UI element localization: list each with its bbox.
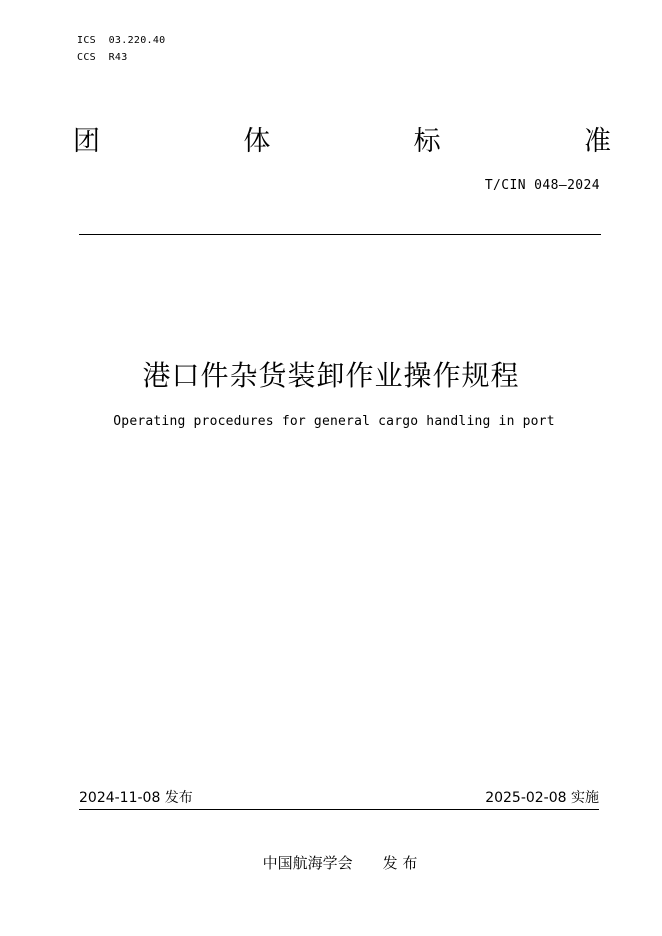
document-title-english: Operating procedures for general cargo handling in port — [113, 414, 555, 429]
classification-codes — [77, 32, 166, 66]
publisher-action: 发 布 — [382, 854, 418, 872]
publisher-name: 中国航海学会 — [262, 854, 353, 872]
date-row — [79, 788, 599, 808]
standard-type-heading — [73, 124, 611, 160]
header-divider — [79, 234, 601, 235]
publish-date: 2024-11-08 发布 — [79, 790, 193, 806]
footer-divider — [79, 809, 599, 810]
ics-code: ICS 03.220.40 — [77, 35, 166, 46]
publisher-line — [0, 852, 662, 874]
document-title-chinese: 港口件杂货装卸作业操作规程 — [142, 359, 520, 392]
standard-type-char: 准 — [583, 126, 611, 157]
standard-type-char: 标 — [413, 126, 441, 157]
standard-type-char: 体 — [243, 126, 271, 157]
ccs-code: CCS R43 — [77, 52, 128, 63]
standard-type-char: 团 — [73, 126, 100, 157]
implement-date: 2025-02-08 实施 — [485, 790, 599, 806]
standard-number: T/CIN 048—2024 — [484, 178, 600, 193]
